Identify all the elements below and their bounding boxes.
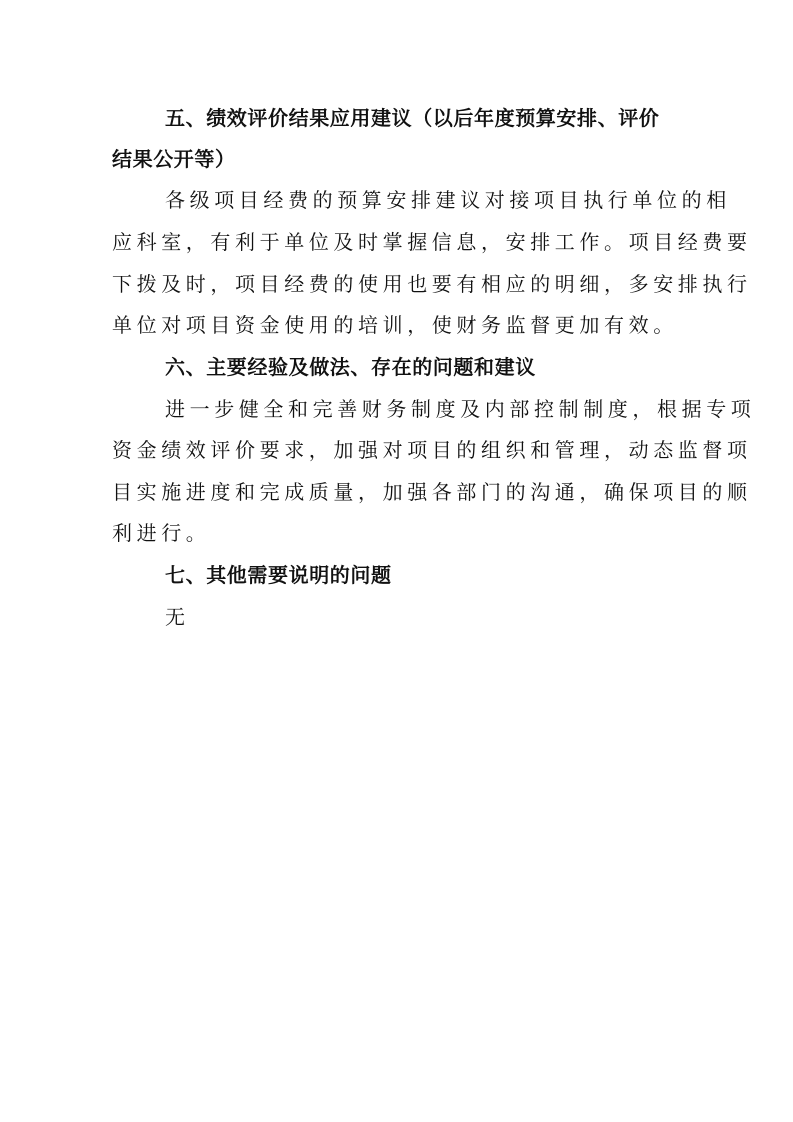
section-6-body-line-3: 目实施进度和完成质量，加强各部门的沟通，确保项目的顺	[112, 480, 752, 504]
section-5-body-line-4: 单位对项目资金使用的培训，使财务监督更加有效。	[112, 313, 678, 337]
section-7-heading: 七、其他需要说明的问题	[165, 563, 392, 587]
section-5-heading-line-2: 结果公开等）	[112, 147, 236, 171]
section-6-heading: 六、主要经验及做法、存在的问题和建议	[165, 355, 536, 379]
section-6-body-line-1: 进一步健全和完善财务制度及内部控制制度，根据专项	[165, 397, 756, 421]
section-5-body-line-2: 应科室，有利于单位及时掌握信息，安排工作。项目经费要	[112, 230, 752, 254]
section-6-body-line-2: 资金绩效评价要求，加强对项目的组织和管理，动态监督项	[112, 438, 752, 462]
section-6-body-line-4: 利进行。	[112, 521, 211, 545]
section-7-body-line-1: 无	[165, 605, 190, 629]
section-5-heading-line-1: 五、绩效评价结果应用建议（以后年度预算安排、评价	[165, 106, 660, 130]
section-5-body-line-1: 各级项目经费的预算安排建议对接项目执行单位的相	[165, 188, 731, 212]
section-5-body-line-3: 下拨及时，项目经费的使用也要有相应的明细，多安排执行	[112, 272, 752, 296]
